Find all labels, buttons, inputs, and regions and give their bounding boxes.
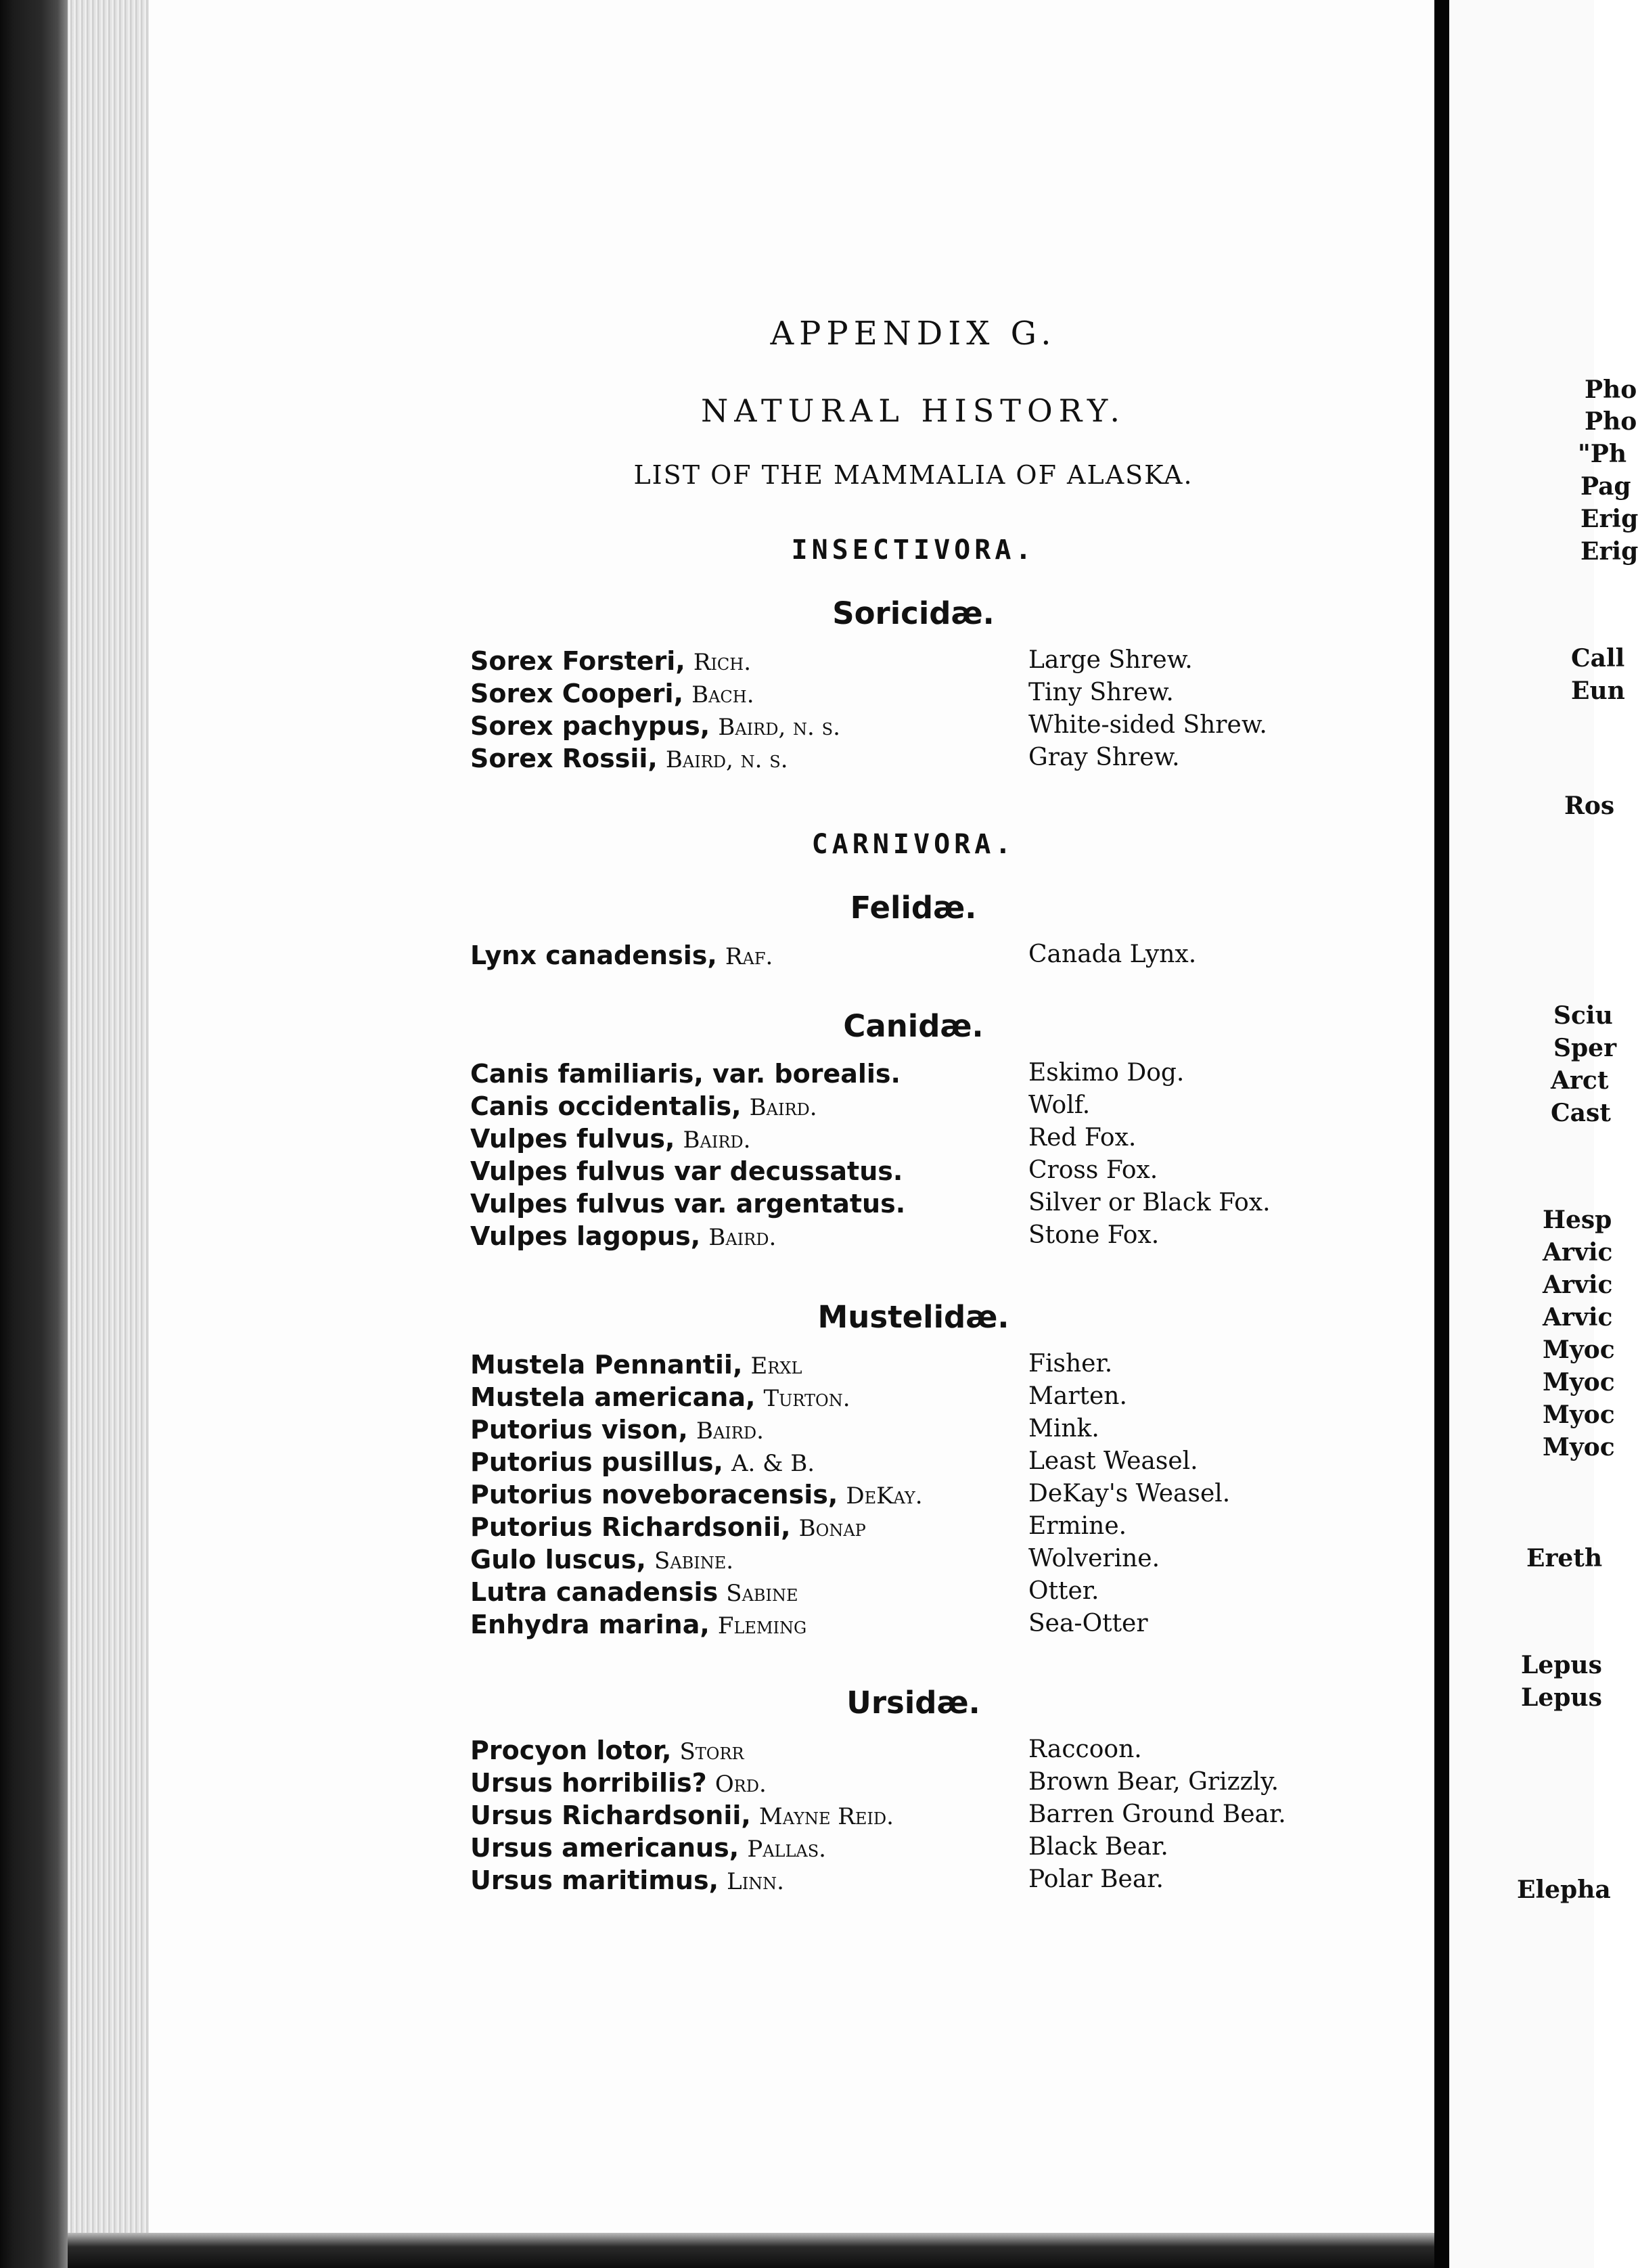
facing-page-fragment: Erig — [1580, 537, 1638, 566]
facing-page-fragment: Eun — [1571, 677, 1625, 705]
species-authority: Baird. — [696, 1418, 764, 1445]
species-name: Enhydra marina, — [470, 1610, 710, 1639]
scientific-name — [470, 1091, 817, 1121]
facing-page-fragment: Elepha — [1517, 1876, 1611, 1904]
common-name: Fisher. — [1028, 1350, 1113, 1378]
facing-page-fragment: Ereth — [1526, 1544, 1603, 1572]
facing-page-fragment: Arvic — [1543, 1238, 1613, 1267]
species-name: Ursus Richardsonii, — [470, 1800, 751, 1830]
species-authority: Bonap — [798, 1515, 866, 1542]
common-name: Brown Bear, Grizzly. — [1028, 1768, 1279, 1796]
common-name: Black Bear. — [1028, 1833, 1168, 1861]
species-name: Procyon lotor, — [470, 1736, 672, 1765]
species-row — [470, 1610, 1350, 1642]
species-name: Vulpes lagopus, — [470, 1221, 701, 1251]
species-row — [470, 1382, 1350, 1415]
species-authority: Raf. — [725, 943, 773, 970]
species-row — [470, 1091, 1350, 1124]
species-row — [470, 1350, 1350, 1382]
family-heading: Mustelidæ. — [817, 1299, 1009, 1335]
species-authority: Turton. — [763, 1385, 850, 1412]
species-authority: Baird. — [683, 1127, 751, 1154]
species-row — [470, 646, 1350, 679]
species-authority: Storr — [679, 1738, 744, 1765]
species-row — [470, 1189, 1350, 1221]
species-authority: Baird, n. s. — [718, 714, 840, 741]
species-name: Mustela americana, — [470, 1382, 756, 1412]
scientific-name — [470, 1059, 901, 1089]
order-heading: INSECTIVORA. — [791, 535, 1036, 566]
facing-page-fragment: Pho — [1585, 376, 1637, 404]
facing-page-fragment: Arvic — [1543, 1271, 1613, 1299]
facing-page-fragment: "Ph — [1578, 440, 1626, 468]
species-name: Sorex Forsteri, — [470, 646, 685, 676]
common-name: Canada Lynx. — [1028, 940, 1197, 968]
facing-page-fragment: Ros — [1564, 792, 1615, 820]
common-name: Large Shrew. — [1028, 646, 1193, 674]
species-row — [470, 1800, 1350, 1833]
species-row — [470, 940, 1350, 973]
list-title: LIST OF THE MAMMALIA OF ALASKA. — [633, 460, 1193, 490]
bottom-book-edge — [68, 2233, 1441, 2268]
facing-page-fragment: Lepus — [1521, 1683, 1602, 1712]
species-name: Putorius vison, — [470, 1415, 688, 1445]
family-heading: Ursidæ. — [846, 1685, 980, 1721]
common-name: Marten. — [1028, 1382, 1127, 1410]
scientific-name — [470, 1189, 905, 1219]
common-name: Stone Fox. — [1028, 1221, 1160, 1249]
section-title: NATURAL HISTORY. — [701, 392, 1126, 429]
species-authority: Sabine. — [654, 1547, 734, 1574]
species-authority: Linn. — [727, 1868, 784, 1895]
facing-page-fragment: Call — [1571, 644, 1625, 673]
scientific-name — [470, 1577, 798, 1607]
species-name: Lutra canadensis — [470, 1577, 719, 1607]
common-name: Wolf. — [1028, 1091, 1091, 1119]
common-name: Red Fox. — [1028, 1124, 1137, 1152]
species-name: Putorius pusillus, — [470, 1447, 723, 1477]
species-row — [470, 711, 1350, 744]
common-name: Least Weasel. — [1028, 1447, 1198, 1475]
facing-page-fragment: Myoc — [1543, 1401, 1615, 1429]
scientific-name — [470, 940, 773, 970]
scientific-name — [470, 1610, 806, 1639]
species-row — [470, 1059, 1350, 1091]
scientific-name — [470, 1221, 776, 1251]
species-authority: Baird. — [708, 1224, 777, 1251]
common-name: Silver or Black Fox. — [1028, 1189, 1271, 1217]
species-name: Gulo luscus, — [470, 1545, 646, 1574]
scientific-name — [470, 1480, 923, 1510]
species-name: Lynx canadensis, — [470, 940, 717, 970]
scientific-name — [470, 744, 788, 773]
species-name: Sorex pachypus, — [470, 711, 710, 741]
common-name: Sea-Otter — [1028, 1610, 1148, 1637]
species-authority: Mayne Reid. — [758, 1803, 894, 1830]
species-authority: Sabine — [726, 1580, 798, 1607]
facing-page-fragment: Myoc — [1543, 1368, 1615, 1397]
scientific-name — [470, 679, 754, 708]
family-heading: Felidæ. — [850, 890, 977, 926]
species-name: Ursus maritimus, — [470, 1865, 719, 1895]
scientific-name — [470, 1124, 750, 1154]
common-name: Tiny Shrew. — [1028, 679, 1174, 706]
species-authority: A. & B. — [731, 1450, 815, 1477]
species-row — [470, 1833, 1350, 1865]
species-row — [470, 1124, 1350, 1156]
species-authority: Ord. — [714, 1771, 767, 1798]
facing-page-fragment: Cast — [1551, 1099, 1611, 1127]
species-row — [470, 1480, 1350, 1512]
species-row — [470, 1156, 1350, 1189]
species-row — [470, 1221, 1350, 1254]
facing-page — [1449, 0, 1638, 2268]
order-heading: CARNIVORA. — [811, 829, 1016, 860]
species-authority: Baird, n. s. — [665, 746, 788, 773]
common-name: Eskimo Dog. — [1028, 1059, 1185, 1087]
facing-page-fragment: Hesp — [1543, 1206, 1612, 1234]
common-name: Wolverine. — [1028, 1545, 1160, 1572]
common-name: Otter. — [1028, 1577, 1099, 1605]
appendix-title: APPENDIX G. — [770, 315, 1057, 353]
species-name: Putorius Richardsonii, — [470, 1512, 791, 1542]
scientific-name — [470, 1865, 784, 1895]
gutter — [1434, 0, 1449, 2268]
species-row — [470, 1577, 1350, 1610]
scientific-name — [470, 1512, 866, 1542]
facing-page-fragment: Erig — [1580, 505, 1638, 533]
species-name: Ursus americanus, — [470, 1833, 740, 1863]
facing-page-fragment: Sciu — [1553, 1001, 1613, 1030]
species-name: Ursus horribilis? — [470, 1768, 707, 1798]
common-name: Barren Ground Bear. — [1028, 1800, 1286, 1828]
species-row — [470, 1768, 1350, 1800]
species-name: Putorius noveboracensis, — [470, 1480, 838, 1510]
facing-page-fragment: Sper — [1553, 1034, 1617, 1062]
species-authority: Rich. — [693, 649, 752, 676]
facing-page-fragment: Myoc — [1543, 1336, 1615, 1364]
scientific-name — [470, 1382, 850, 1412]
common-name: White-sided Shrew. — [1028, 711, 1267, 739]
scientific-name — [470, 1545, 733, 1574]
species-name: Sorex Rossii, — [470, 744, 658, 773]
species-row — [470, 1415, 1350, 1447]
species-row — [470, 744, 1350, 776]
page-edges — [68, 0, 149, 2268]
species-row — [470, 679, 1350, 711]
book-binding — [0, 0, 68, 2268]
common-name: Ermine. — [1028, 1512, 1127, 1540]
facing-page-fragment: Arvic — [1543, 1303, 1613, 1332]
scientific-name — [470, 711, 840, 741]
species-row — [470, 1512, 1350, 1545]
facing-page-fragment: Arct — [1551, 1066, 1609, 1095]
species-authority: Erxl — [750, 1353, 802, 1380]
scientific-name — [470, 1736, 744, 1765]
common-name: Mink. — [1028, 1415, 1099, 1443]
species-authority: Fleming — [717, 1612, 807, 1639]
common-name: DeKay's Weasel. — [1028, 1480, 1231, 1507]
species-row — [470, 1865, 1350, 1898]
species-authority: Bach. — [691, 681, 754, 708]
scientific-name — [470, 1833, 826, 1863]
common-name: Raccoon. — [1028, 1736, 1142, 1763]
common-name: Cross Fox. — [1028, 1156, 1158, 1184]
species-name: Canis familiaris, var. borealis. — [470, 1059, 901, 1089]
facing-page-fragment: Lepus — [1521, 1651, 1602, 1679]
species-row — [470, 1447, 1350, 1480]
scientific-name — [470, 1768, 767, 1798]
species-name: Sorex Cooperi, — [470, 679, 684, 708]
species-authority: DeKay. — [846, 1482, 923, 1510]
family-heading: Soricidæ. — [832, 595, 995, 631]
species-row — [470, 1736, 1350, 1768]
family-heading: Canidæ. — [843, 1008, 984, 1044]
scientific-name — [470, 1800, 894, 1830]
species-name: Canis occidentalis, — [470, 1091, 742, 1121]
common-name: Gray Shrew. — [1028, 744, 1180, 771]
species-name: Mustela Pennantii, — [470, 1350, 743, 1380]
facing-page-fragment: Pho — [1585, 407, 1637, 436]
facing-page-fragment: Pag — [1580, 472, 1631, 501]
species-authority: Pallas. — [747, 1836, 826, 1863]
species-authority: Baird. — [749, 1094, 817, 1121]
species-name: Vulpes fulvus, — [470, 1124, 675, 1154]
common-name: Polar Bear. — [1028, 1865, 1164, 1893]
scientific-name — [470, 1415, 764, 1445]
species-name: Vulpes fulvus var. argentatus. — [470, 1189, 906, 1219]
scientific-name — [470, 646, 751, 676]
scientific-name — [470, 1447, 815, 1477]
species-name: Vulpes fulvus var decussatus. — [470, 1156, 903, 1186]
facing-page-fragment: Myoc — [1543, 1433, 1615, 1461]
scientific-name — [470, 1350, 802, 1380]
scientific-name — [470, 1156, 903, 1186]
species-row — [470, 1545, 1350, 1577]
